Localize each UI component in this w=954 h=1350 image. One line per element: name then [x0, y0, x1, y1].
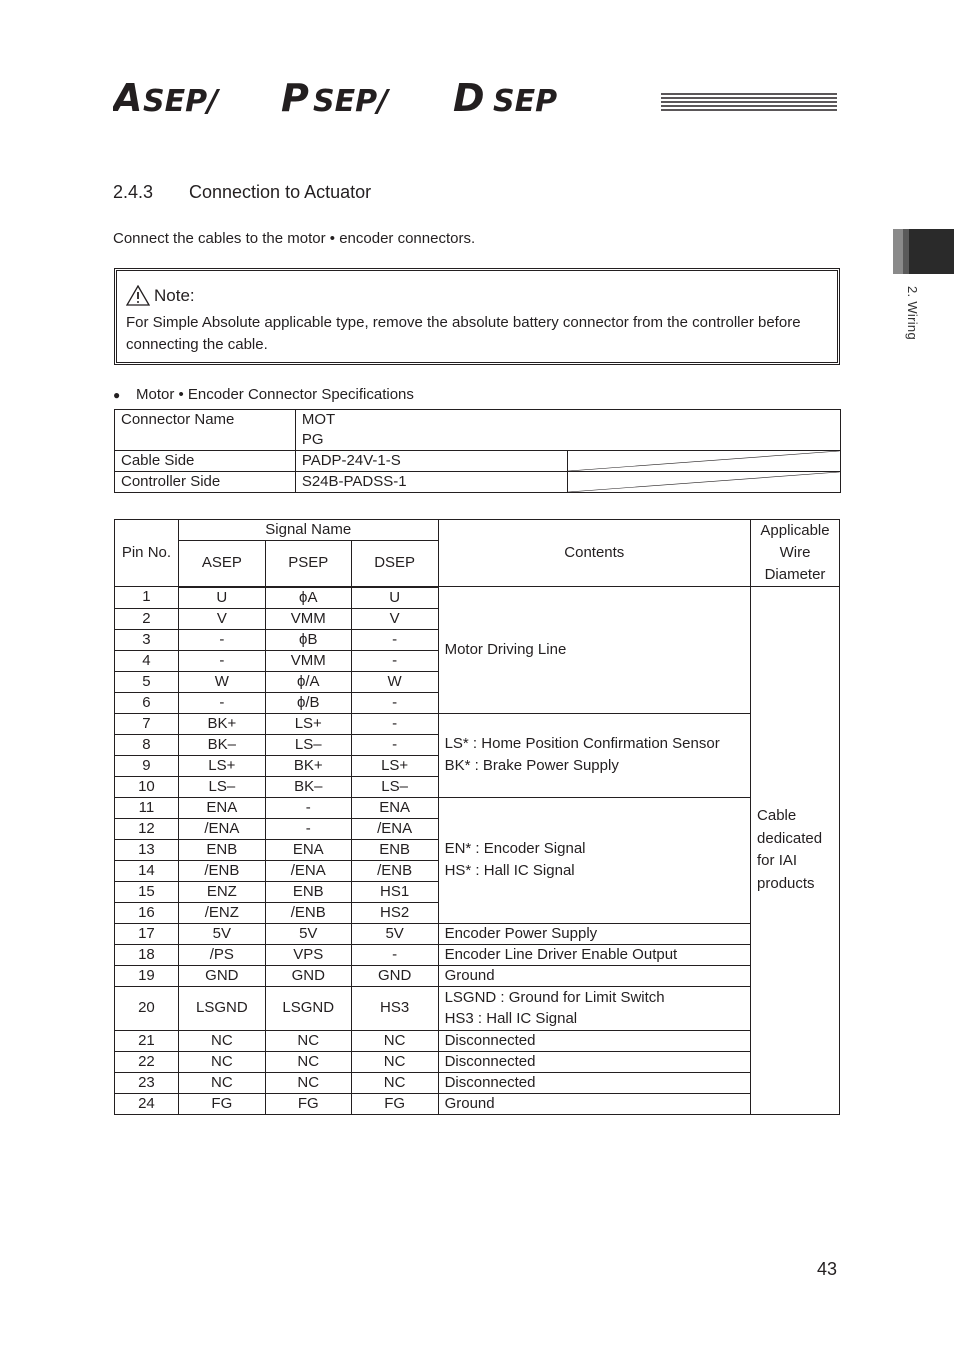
contents-line: HS3 : Hall IC Signal — [444, 1010, 578, 1027]
pin-cell: 4 — [115, 650, 179, 671]
spec-value: PADP-24V-1-S — [295, 451, 568, 472]
psep-cell: ϕ/B — [265, 692, 351, 713]
chapter-label: 2. Wiring — [905, 286, 920, 340]
wire-header: Applicable Wire Diameter — [751, 520, 840, 587]
dsep-cell: - — [351, 713, 438, 734]
psep-cell: NC — [265, 1072, 351, 1093]
psep-cell: /ENA — [265, 860, 351, 881]
dsep-cell: W — [351, 671, 438, 692]
asep-cell: /PS — [178, 944, 265, 965]
note-box — [114, 268, 840, 365]
contents-line: BK* : Brake Power Supply — [444, 757, 619, 774]
asep-cell: U — [178, 587, 265, 609]
spec-row — [115, 451, 841, 472]
contents-line: HS* : Hall IC Signal — [444, 862, 575, 879]
page-number: 43 — [817, 1259, 838, 1279]
spec-label: Connector Name — [115, 410, 296, 451]
dsep-cell: FG — [351, 1093, 438, 1114]
pin-cell: 12 — [115, 818, 179, 839]
svg-text:P: P — [281, 78, 309, 118]
table-row — [115, 713, 840, 734]
intro-text: Connect the cables to the motor • encoder connectors. — [113, 230, 476, 247]
wire-cell: Cable dedicated for IAI products — [751, 587, 840, 1115]
note-body: For Simple Absolute applicable type, remove the absolute battery connector from the controller before connecting the cable. — [126, 314, 801, 353]
contents-cell — [438, 713, 750, 797]
pin-cell: 17 — [115, 923, 179, 944]
chapter-tab — [893, 229, 954, 274]
asep-cell: V — [178, 608, 265, 629]
svg-text:A: A — [113, 78, 144, 118]
psep-cell: GND — [265, 965, 351, 986]
spec-heading — [113, 386, 414, 403]
psep-cell: - — [265, 797, 351, 818]
section-title: Connection to Actuator — [189, 182, 372, 202]
section-number: 2.4.3 — [113, 182, 154, 202]
asep-cell: 5V — [178, 923, 265, 944]
dsep-cell: ENA — [351, 797, 438, 818]
spec-label: Cable Side — [115, 451, 296, 472]
svg-text:SEP: SEP — [493, 84, 558, 118]
dsep-cell: NC — [351, 1051, 438, 1072]
spec-label: Controller Side — [115, 472, 296, 493]
header-row — [115, 520, 840, 541]
contents-header: Contents — [438, 520, 750, 587]
psep-cell: 5V — [265, 923, 351, 944]
dsep-cell: LS– — [351, 776, 438, 797]
psep-cell: ϕB — [265, 629, 351, 650]
connector-spec-table — [114, 409, 841, 493]
pin-cell: 13 — [115, 839, 179, 860]
table-row — [115, 587, 840, 609]
note-title-text: Note: — [154, 285, 195, 305]
pin-cell: 23 — [115, 1072, 179, 1093]
pin-cell: 16 — [115, 902, 179, 923]
pin-cell: 19 — [115, 965, 179, 986]
contents-cell: Encoder Power Supply — [438, 923, 750, 944]
contents-cell: Disconnected — [438, 1072, 750, 1093]
pin-cell: 2 — [115, 608, 179, 629]
dsep-cell: 5V — [351, 923, 438, 944]
asep-cell: LSGND — [178, 986, 265, 1030]
dsep-cell: ENB — [351, 839, 438, 860]
dsep-cell: HS2 — [351, 902, 438, 923]
table-row — [115, 797, 840, 818]
asep-cell: NC — [178, 1030, 265, 1051]
asep-cell: BK– — [178, 734, 265, 755]
pin-cell: 22 — [115, 1051, 179, 1072]
psep-cell: VMM — [265, 608, 351, 629]
psep-cell: /ENB — [265, 902, 351, 923]
dsep-cell: NC — [351, 1072, 438, 1093]
contents-cell: Disconnected — [438, 1030, 750, 1051]
psep-cell: FG — [265, 1093, 351, 1114]
pin-cell: 14 — [115, 860, 179, 881]
pin-cell: 1 — [115, 587, 179, 609]
asep-cell: /ENB — [178, 860, 265, 881]
asep-cell: BK+ — [178, 713, 265, 734]
dsep-header: DSEP — [351, 541, 438, 587]
psep-cell: - — [265, 818, 351, 839]
svg-text:SEP/: SEP/ — [143, 84, 219, 118]
asep-cell: GND — [178, 965, 265, 986]
dsep-cell: /ENA — [351, 818, 438, 839]
contents-cell — [438, 797, 750, 923]
asep-cell: ENB — [178, 839, 265, 860]
empty-slash-cell — [568, 472, 841, 493]
pin-cell: 8 — [115, 734, 179, 755]
asep-cell: ENA — [178, 797, 265, 818]
psep-cell: ENB — [265, 881, 351, 902]
pin-cell: 9 — [115, 755, 179, 776]
svg-text:D: D — [453, 78, 485, 118]
dsep-cell: - — [351, 629, 438, 650]
table-row — [115, 1051, 840, 1072]
note-title — [126, 285, 195, 306]
asep-header: ASEP — [178, 541, 265, 587]
asep-cell: - — [178, 650, 265, 671]
table-row — [115, 1030, 840, 1051]
pin-cell: 5 — [115, 671, 179, 692]
psep-cell: LS– — [265, 734, 351, 755]
psep-cell: BK+ — [265, 755, 351, 776]
dsep-cell: NC — [351, 1030, 438, 1051]
psep-cell: VPS — [265, 944, 351, 965]
asep-cell: LS+ — [178, 755, 265, 776]
contents-cell: Disconnected — [438, 1051, 750, 1072]
pin-cell: 24 — [115, 1093, 179, 1114]
contents-line: LS* : Home Position Confirmation Sensor — [444, 735, 720, 752]
psep-cell: VMM — [265, 650, 351, 671]
spec-row — [115, 472, 841, 493]
svg-text:SEP/: SEP/ — [313, 84, 389, 118]
table-row — [115, 986, 840, 1030]
dsep-cell: HS1 — [351, 881, 438, 902]
table-row — [115, 965, 840, 986]
psep-header: PSEP — [265, 541, 351, 587]
contents-cell: Encoder Line Driver Enable Output — [438, 944, 750, 965]
pin-cell: 11 — [115, 797, 179, 818]
pin-cell: 6 — [115, 692, 179, 713]
spec-value — [295, 410, 840, 451]
asep-cell: - — [178, 692, 265, 713]
section-heading — [113, 182, 371, 203]
psep-cell: LS+ — [265, 713, 351, 734]
pin-cell: 21 — [115, 1030, 179, 1051]
spec-value: S24B-PADSS-1 — [295, 472, 568, 493]
asep-cell: /ENA — [178, 818, 265, 839]
dsep-cell: V — [351, 608, 438, 629]
dsep-cell: - — [351, 692, 438, 713]
dsep-cell: - — [351, 650, 438, 671]
pin-no-header: Pin No. — [115, 520, 179, 587]
asep-cell: ENZ — [178, 881, 265, 902]
spec-heading-text: Motor • Encoder Connector Specifications — [136, 386, 414, 403]
dsep-cell: GND — [351, 965, 438, 986]
psep-cell: ϕA — [265, 587, 351, 609]
pin-cell: 3 — [115, 629, 179, 650]
contents-cell: Ground — [438, 965, 750, 986]
bullet-icon: ● — [113, 388, 121, 402]
dsep-cell: U — [351, 587, 438, 609]
pin-cell: 10 — [115, 776, 179, 797]
contents-cell: Ground — [438, 1093, 750, 1114]
psep-cell: BK– — [265, 776, 351, 797]
psep-cell: ϕ/A — [265, 671, 351, 692]
table-row — [115, 1072, 840, 1093]
dsep-cell: LS+ — [351, 755, 438, 776]
asep-cell: /ENZ — [178, 902, 265, 923]
dsep-cell: /ENB — [351, 860, 438, 881]
pin-cell: 20 — [115, 986, 179, 1030]
contents-cell: Motor Driving Line — [438, 587, 750, 714]
asep-cell: W — [178, 671, 265, 692]
asep-cell: FG — [178, 1093, 265, 1114]
asep-cell: LS– — [178, 776, 265, 797]
psep-cell: ENA — [265, 839, 351, 860]
psep-cell: NC — [265, 1030, 351, 1051]
contents-line: EN* : Encoder Signal — [444, 840, 586, 857]
dsep-cell: HS3 — [351, 986, 438, 1030]
spec-value-line: MOT — [301, 411, 336, 428]
asep-cell: NC — [178, 1072, 265, 1093]
product-logo — [113, 78, 838, 118]
psep-cell: LSGND — [265, 986, 351, 1030]
psep-cell: NC — [265, 1051, 351, 1072]
asep-cell: - — [178, 629, 265, 650]
pin-cell: 7 — [115, 713, 179, 734]
pin-cell: 18 — [115, 944, 179, 965]
contents-line: LSGND : Ground for Limit Switch — [444, 988, 665, 1006]
spec-row — [115, 410, 841, 451]
empty-slash-cell — [568, 451, 841, 472]
table-row — [115, 1093, 840, 1114]
contents-cell — [438, 986, 750, 1030]
asep-cell: NC — [178, 1051, 265, 1072]
dsep-cell: - — [351, 734, 438, 755]
pin-cell: 15 — [115, 881, 179, 902]
table-row — [115, 923, 840, 944]
pin-assignment-table — [114, 519, 840, 1115]
signal-name-header: Signal Name — [178, 520, 438, 541]
dsep-cell: - — [351, 944, 438, 965]
table-row — [115, 944, 840, 965]
spec-value-line: PG — [301, 431, 324, 448]
warning-icon — [126, 285, 150, 306]
